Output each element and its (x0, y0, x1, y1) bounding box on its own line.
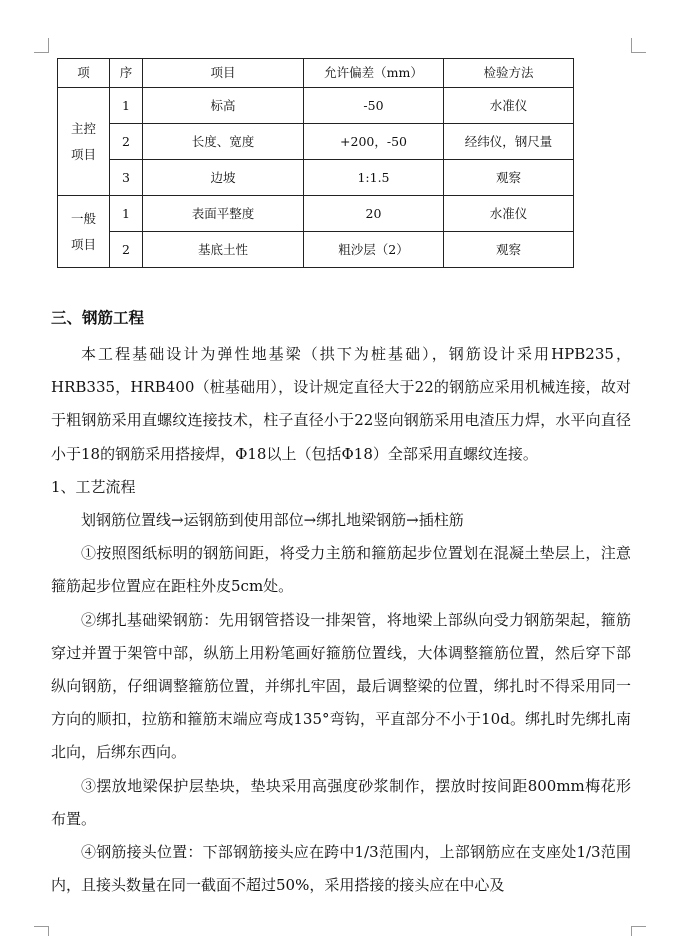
step-paragraph: ①按照图纸标明的钢筋间距，将受力主筋和箍筋起步位置划在混凝土垫层上，注意箍筋起步位置应在距柱外皮5cm处。 (51, 544, 631, 596)
header-seq: 序 (110, 59, 143, 88)
subsection-heading: 1、工艺流程 (51, 477, 136, 496)
cell-method: 经纬仪，钢尺量 (444, 124, 574, 160)
page-corner-mark-top-left (34, 38, 49, 53)
cell-method: 水准仪 (444, 196, 574, 232)
step-paragraph: ④钢筋接头位置：下部钢筋接头应在跨中1/3范围内，上部钢筋应在支座处1/3范围内，且接头数量在同一截面不超过50%，采用搭接的接头应在中心及 (51, 843, 631, 895)
cell-seq: 1 (110, 196, 143, 232)
header-tolerance: 允许偏差（mm） (304, 59, 444, 88)
step-paragraph: ②绑扎基础梁钢筋：先用钢管搭设一排架管，将地梁上部纵向受力钢筋架起，箍筋穿过并置于架管中部，纵筋上用粉笔画好箍筋位置线，大体调整箍筋位置，然后穿下部纵向钢筋，仔细调整箍筋位置，并绑扎牢固，最后调整梁的位置，绑扎时不得采用同一方向的顺扣，拉筋和箍筋末端应弯成135°弯钩，平直部分不小于10d。绑扎时先绑扎南北向，后绑东西向。 (51, 610, 631, 762)
header-item: 项目 (143, 59, 304, 88)
header-method: 检验方法 (444, 59, 574, 88)
page-corner-mark-top-right (631, 38, 646, 53)
process-flow: 划钢筋位置线→运钢筋到使用部位→绑扎地梁钢筋→插柱筋 (81, 511, 464, 530)
cell-tolerance: 1:1.5 (304, 160, 444, 196)
group-label-text: 主控项目 (70, 120, 96, 162)
table-row (58, 88, 574, 124)
cell-tolerance: 粗沙层（2） (304, 232, 444, 268)
cell-seq: 3 (110, 160, 143, 196)
cell-tolerance: -50 (304, 88, 444, 124)
intro-paragraph: 本工程基础设计为弹性地基梁（拱下为桩基础），钢筋设计采用HPB235，HRB335，HRB400（桩基础用），设计规定直径大于22的钢筋应采用机械连接，故对于粗钢筋采用直螺纹连接技术，柱子直径小于22竖向钢筋采用电渣压力焊，水平向直径小于18的钢筋采用搭接焊，Φ18以上（包括Φ18）全部采用直螺纹连接。 (51, 345, 631, 463)
table-header-row (58, 59, 574, 88)
cell-tolerance: 20 (304, 196, 444, 232)
cell-tolerance: +200，-50 (304, 124, 444, 160)
cell-seq: 1 (110, 88, 143, 124)
cell-method: 水准仪 (444, 88, 574, 124)
cell-method: 观察 (444, 232, 574, 268)
table-row (58, 196, 574, 232)
header-category: 项 (58, 59, 110, 88)
cell-item: 长度、宽度 (143, 124, 304, 160)
table-row (58, 232, 574, 268)
inspection-table (57, 58, 574, 268)
cell-seq: 2 (110, 124, 143, 160)
group-label-main-control (58, 88, 110, 196)
cell-item: 标高 (143, 88, 304, 124)
cell-method: 观察 (444, 160, 574, 196)
section-heading: 三、钢筋工程 (51, 308, 145, 327)
table-row (58, 124, 574, 160)
document-body (51, 300, 631, 902)
cell-seq: 2 (110, 232, 143, 268)
cell-item: 边坡 (143, 160, 304, 196)
cell-item: 表面平整度 (143, 196, 304, 232)
group-label-text: 一般项目 (70, 210, 96, 252)
table-row (58, 160, 574, 196)
cell-item: 基底土性 (143, 232, 304, 268)
step-paragraph: ③摆放地梁保护层垫块，垫块采用高强度砂浆制作，摆放时按间距800mm梅花形布置。 (51, 776, 631, 828)
group-label-general (58, 196, 110, 268)
